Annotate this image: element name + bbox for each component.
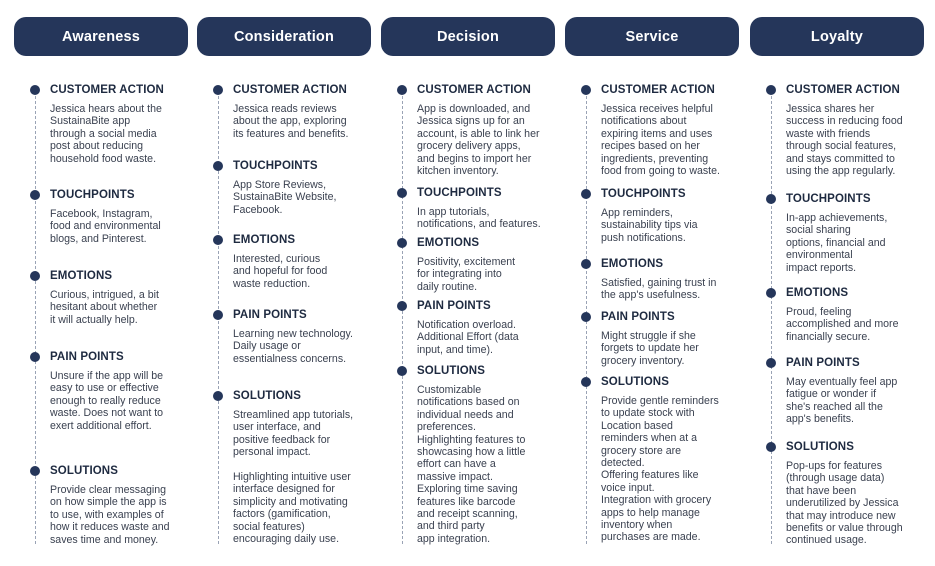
- section-heading: TOUCHPOINTS: [786, 193, 871, 205]
- timeline-dot-icon: [397, 188, 407, 198]
- section-heading: PAIN POINTS: [601, 311, 675, 323]
- timeline-dot-icon: [397, 301, 407, 311]
- section-heading: PAIN POINTS: [417, 300, 491, 312]
- section-heading: CUSTOMER ACTION: [417, 84, 531, 96]
- section-text: App Store Reviews, SustainaBite Website, Facebook.: [233, 179, 337, 216]
- timeline-dot-icon: [581, 312, 591, 322]
- section-customer-action: [395, 83, 545, 177]
- section-solutions: [395, 364, 545, 545]
- section-heading: EMOTIONS: [601, 258, 664, 270]
- section-heading: CUSTOMER ACTION: [601, 84, 715, 96]
- section-text: Provide clear messaging on how simple the app is to use, with examples of how it reduces waste and saves time and money.: [50, 484, 170, 546]
- timeline-dot-icon: [581, 377, 591, 387]
- section-heading: SOLUTIONS: [417, 365, 485, 377]
- timeline-dot-icon: [30, 85, 40, 95]
- timeline-dot-icon: [30, 352, 40, 362]
- section-customer-action: [211, 83, 361, 140]
- timeline-dot-icon: [581, 85, 591, 95]
- timeline-dot-icon: [766, 358, 776, 368]
- stage-header-awareness: Awareness: [14, 17, 188, 56]
- timeline-dot-icon: [766, 85, 776, 95]
- section-customer-action: [28, 83, 178, 165]
- section-text: Curious, intrigued, a bit hesitant about whether it will actually help.: [50, 289, 159, 326]
- timeline-dot-icon: [397, 85, 407, 95]
- section-heading: PAIN POINTS: [786, 357, 860, 369]
- section-touchpoints: [764, 192, 914, 274]
- stage-header-decision: Decision: [381, 17, 555, 56]
- section-solutions: [579, 375, 729, 544]
- stage-column-loyalty: [750, 0, 924, 566]
- section-touchpoints: [395, 186, 545, 231]
- section-text: App reminders, sustainability tips via push notifications.: [601, 207, 698, 244]
- section-heading: PAIN POINTS: [233, 309, 307, 321]
- section-text: Proud, feeling accomplished and more financially secure.: [786, 306, 899, 343]
- section-text: Jessica reads reviews about the app, exploring its features and benefits.: [233, 103, 349, 140]
- section-heading: SOLUTIONS: [233, 390, 301, 402]
- section-heading: CUSTOMER ACTION: [233, 84, 347, 96]
- section-pain-points: [395, 299, 545, 356]
- section-text: Interested, curious and hopeful for food waste reduction.: [233, 253, 328, 290]
- timeline-dot-icon: [213, 391, 223, 401]
- section-heading: EMOTIONS: [233, 234, 296, 246]
- timeline-dot-icon: [766, 288, 776, 298]
- section-text: Provide gentle reminders to update stock with Location based reminders when at a grocery store are detected. Offering features like voice input. Integration with grocery apps to help manage inventory when purchases are made.: [601, 395, 719, 544]
- timeline-dot-icon: [213, 161, 223, 171]
- section-solutions: [764, 440, 914, 547]
- section-text: Jessica hears about the SustainaBite app through a social media post about reducing household food waste.: [50, 103, 162, 165]
- section-text: Might struggle if she forgets to update her grocery inventory.: [601, 330, 699, 367]
- section-text: Jessica receives helpful notifications about expiring items and uses recipes based on her ingredients, preventing food from going to waste.: [601, 103, 720, 178]
- section-customer-action: [764, 83, 914, 177]
- section-text: Notification overload. Additional Effort (data input, and time).: [417, 319, 519, 356]
- section-touchpoints: [579, 187, 729, 244]
- timeline-dot-icon: [766, 194, 776, 204]
- section-touchpoints: [28, 188, 178, 245]
- timeline-dot-icon: [213, 310, 223, 320]
- section-text: Pop-ups for features (through usage data) that have been underutilized by Jessica that may introduce new benefits or value through continued usage.: [786, 460, 903, 547]
- timeline-dot-icon: [581, 259, 591, 269]
- section-text: Unsure if the app will be easy to use or effective enough to really reduce waste. Does not want to exert additional effort.: [50, 370, 164, 432]
- section-heading: EMOTIONS: [50, 270, 113, 282]
- section-heading: TOUCHPOINTS: [50, 189, 135, 201]
- section-pain-points: [211, 308, 361, 365]
- section-text: Positivity, excitement for integrating into daily routine.: [417, 256, 516, 293]
- timeline-dot-icon: [766, 442, 776, 452]
- section-text: Satisfied, gaining trust in the app's usefulness.: [601, 277, 717, 302]
- section-emotions: [395, 236, 545, 293]
- section-pain-points: [579, 310, 729, 367]
- stage-column-service: [565, 0, 739, 566]
- section-emotions: [211, 233, 361, 290]
- section-text: Facebook, Instagram, food and environmental blogs, and Pinterest.: [50, 208, 161, 245]
- section-text: Learning new technology. Daily usage or essentialness concerns.: [233, 328, 353, 365]
- stage-header-service: Service: [565, 17, 739, 56]
- section-heading: EMOTIONS: [417, 237, 480, 249]
- section-text: Customizable notifications based on individual needs and preferences. Highlighting features to showcasing how a little effort can have a massive impact. Exploring time saving features like barcode and receipt scanning, and third party app integration.: [417, 384, 526, 545]
- timeline-dot-icon: [30, 190, 40, 200]
- timeline-dot-icon: [213, 235, 223, 245]
- section-heading: CUSTOMER ACTION: [786, 84, 900, 96]
- stage-header-loyalty: Loyalty: [750, 17, 924, 56]
- section-heading: SOLUTIONS: [50, 465, 118, 477]
- section-text: May eventually feel app fatigue or wonder if she's reached all the app's benefits.: [786, 376, 898, 426]
- section-heading: TOUCHPOINTS: [601, 188, 686, 200]
- section-heading: SOLUTIONS: [601, 376, 669, 388]
- section-text: App is downloaded, and Jessica signs up for an account, is able to link her grocery delivery apps, and begins to import her kitchen inventory.: [417, 103, 540, 178]
- timeline-dot-icon: [397, 238, 407, 248]
- section-heading: CUSTOMER ACTION: [50, 84, 164, 96]
- section-heading: SOLUTIONS: [786, 441, 854, 453]
- section-emotions: [579, 257, 729, 302]
- section-text: Streamlined app tutorials, user interface, and positive feedback for personal impact. Highlighting intuitive user interface designed for simplicity and motivating factors (gamification, social features) encouraging daily use.: [233, 409, 354, 546]
- stage-column-consideration: [197, 0, 371, 566]
- section-text: In app tutorials, notifications, and features.: [417, 206, 541, 231]
- timeline-dot-icon: [30, 466, 40, 476]
- section-heading: TOUCHPOINTS: [417, 187, 502, 199]
- section-heading: PAIN POINTS: [50, 351, 124, 363]
- section-solutions: [211, 389, 361, 545]
- section-touchpoints: [211, 159, 361, 216]
- timeline-dot-icon: [213, 85, 223, 95]
- stage-column-awareness: [14, 0, 188, 566]
- timeline-dot-icon: [581, 189, 591, 199]
- stage-header-consideration: Consideration: [197, 17, 371, 56]
- section-text: Jessica shares her success in reducing food waste with friends through social features, and stays committed to using the app regularly.: [786, 103, 903, 178]
- stage-column-decision: [381, 0, 555, 566]
- section-text: In-app achievements, social sharing options, financial and environmental impact reports.: [786, 212, 888, 274]
- timeline-dot-icon: [397, 366, 407, 376]
- section-pain-points: [764, 356, 914, 426]
- section-customer-action: [579, 83, 729, 177]
- section-heading: TOUCHPOINTS: [233, 160, 318, 172]
- section-pain-points: [28, 350, 178, 432]
- section-emotions: [28, 269, 178, 326]
- section-emotions: [764, 286, 914, 343]
- section-heading: EMOTIONS: [786, 287, 849, 299]
- section-solutions: [28, 464, 178, 546]
- timeline-dot-icon: [30, 271, 40, 281]
